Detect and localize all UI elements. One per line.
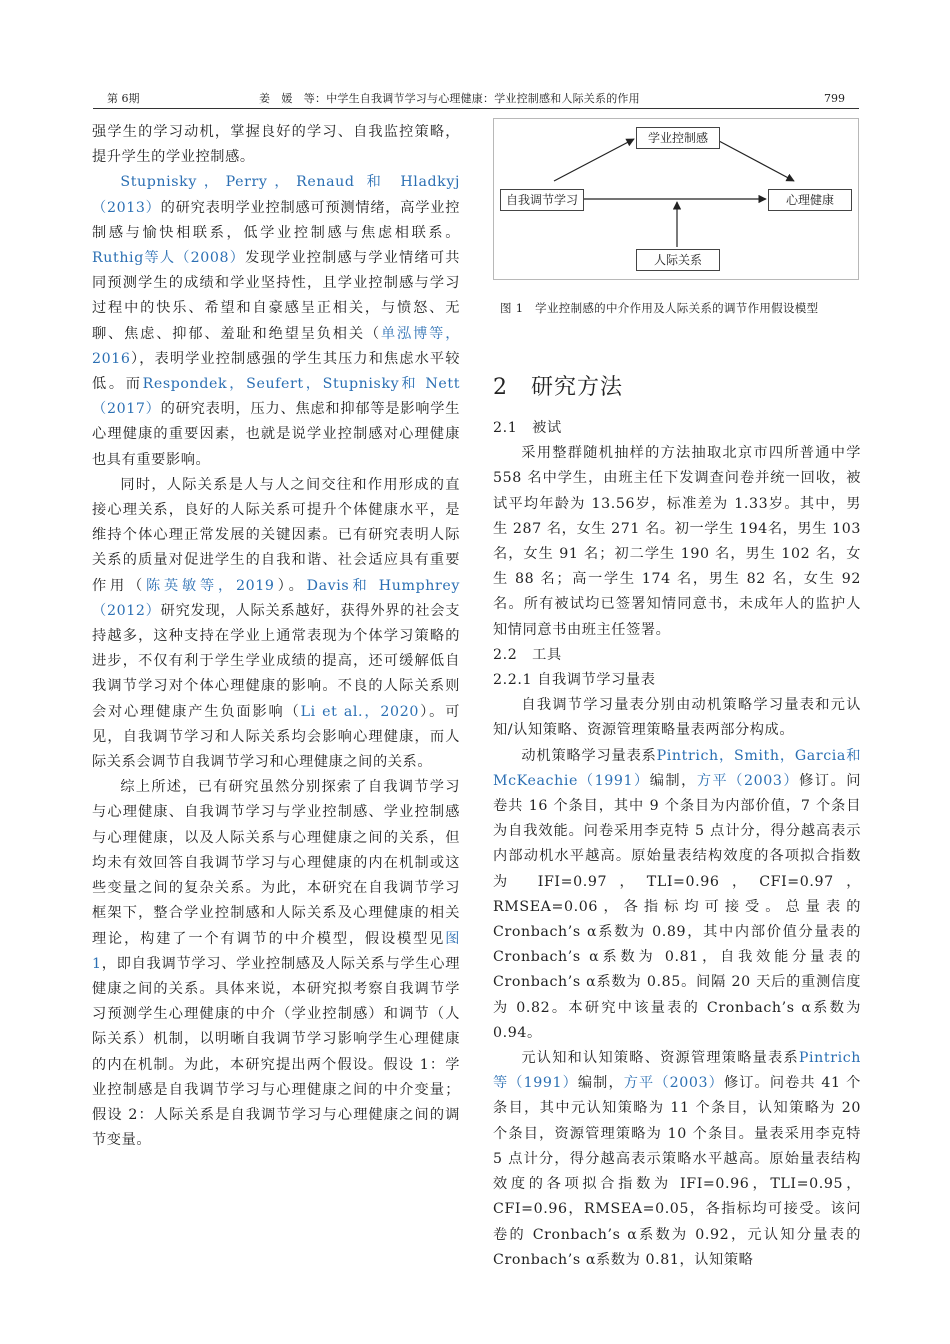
- paragraph: 综上所述，已有研究虽然分别探索了自我调节学习与心理健康、自我调节学习与学业控制感、学业控制感与心理健康，以及人际关系与心理健康之间的关系，但均未有效回答自我调节学习与心理健康的内在机制或这些变量之间的复杂关系。为此，本研究在自我调节学习框架下，整合学业控制感和人际关系及心理健康的相关理论，构建了一个有调节的中介模型，假设模型见图 1，即自我调节学习、学业控制感及人际关系与学生心理健康之间的关系。具体来说，本研究拟考察自我调节学习预测学生心理健康的中介（学业控制感）和调节（人际关系）机制，以明晰自我调节学习影响学生心理健康的内在机制。为此，本研究提出两个假设。假设 1：学业控制感是自我调节学习与心理健康之间的中介变量；假设 2：人际关系是自我调节学习与心理健康之间的调节变量。: [92, 779, 460, 1149]
- hypothesis-model-figure: [493, 118, 859, 280]
- issue-number: 第 6期: [107, 92, 140, 105]
- figure-link[interactable]: 图 1: [92, 930, 460, 972]
- citation-link[interactable]: Pintrich，Smith，Garcia和 McKeachie（1991）: [493, 747, 861, 789]
- citation-link[interactable]: Li et al.，2020: [300, 703, 419, 720]
- running-header: [93, 92, 859, 109]
- paragraph: 元认知和认知策略、资源管理策略量表系Pintrich等（1991）编制，方平（2003）修订。问卷共 41 个条目，其中元认知策略为 11 个条目，认知策略为 20 个条目，资源管理策略为 10 个条目。量表采用李克特 5 点计分，得分越高表示策略水平越高。原始量表结构效度的各项拟合指数为 IFI=0.96，TLI=0.95，CFI=0.96，RMSEA=0.05，各指标均可接受。该问卷的 Cronbach’s α系数为 0.92，元认知分量表的 Cronbach’s α系数为 0.81，认知策略: [493, 1050, 861, 1268]
- figure-caption: 图 1 学业控制感的中介作用及人际关系的调节作用假设模型: [500, 301, 819, 315]
- paragraph: 自我调节学习量表分别由动机策略学习量表和元认知/认知策略、资源管理策略量表两部分构成。: [493, 697, 861, 739]
- right-column: [493, 374, 861, 1273]
- citation-link[interactable]: 方平（2003）: [696, 772, 800, 789]
- citation-link[interactable]: Stupnisky，Perry，Renaud 和 Hladkyj（2013）: [92, 174, 460, 216]
- page-number: 799: [824, 92, 845, 105]
- running-title: 姜 媛 等：中学生自我调节学习与心理健康：学业控制感和人际关系的作用: [259, 92, 640, 105]
- paragraph: Stupnisky，Perry，Renaud 和 Hladkyj（2013）的研究表明学业控制感可预测情绪，高学业控制感与愉快相联系，低学业控制感与焦虑相联系。Ruthig等人（2008）发现学业控制感与学业情绪可共同预测学生的成绩和学业坚持性，且学业控制感与学习过程中的快乐、希望和自豪感呈正相关，与愤怒、无聊、焦虑、抑郁、羞耻和绝望呈负相关（单泓博等，2016），表明学业控制感强的学生其压力和焦虑水平较低。而Respondek，Seufert，Stupnisky和 Nett（2017）的研究表明，压力、焦虑和抑郁等是影响学生心理健康的重要因素，也就是说学业控制感对心理健康也具有重要影响。: [92, 174, 460, 468]
- subsection-heading: 2.2 工具: [493, 646, 562, 663]
- box-self-regulated-learning: 自我调节学习: [500, 189, 584, 211]
- citation-link[interactable]: 方平（2003）: [623, 1075, 724, 1092]
- citation-link[interactable]: Pintrich等（1991）: [493, 1050, 861, 1092]
- box-academic-control: 学业控制感: [636, 127, 720, 149]
- box-mental-health: 心理健康: [768, 189, 852, 211]
- subsection-heading: 2.1 被试: [493, 420, 562, 436]
- box-interpersonal-relation: 人际关系: [636, 249, 720, 271]
- arrow-control-to-health: [719, 141, 794, 181]
- arrow-srl-to-control: [554, 139, 634, 181]
- section-heading: 2 研究方法: [493, 375, 623, 400]
- citation-link[interactable]: Ruthig等人（2008）: [92, 250, 246, 267]
- paragraph: 采用整群随机抽样的方法抽取北京市四所普通中学 558 名中学生，由班主任下发调查问卷并统一回收，被试平均年龄为 13.56岁，标准差为 1.33岁。其中，男生 287 名，女生 271 名。初一学生 194名，男生 103 名，女生 91 名；初二学生 190 名，男生 102 名，女生 88 名；高一学生 174 名，男生 82 名，女生 92 名。所有被试均已签署知情同意书，未成年人的监护人知情同意书由班主任签署。: [493, 445, 861, 638]
- citation-link[interactable]: 单泓博等，2016: [92, 325, 460, 367]
- citation-link[interactable]: Davis和 Humphrey（2012）: [92, 577, 460, 619]
- citation-link[interactable]: 陈英敏等，2019: [146, 577, 275, 594]
- subsubsection-heading: 2.2.1 自我调节学习量表: [493, 672, 656, 689]
- paragraph: 强学生的学习动机，掌握良好的学习、自我监控策略，提升学生的学业控制感。: [92, 124, 460, 166]
- paragraph: 动机策略学习量表系Pintrich，Smith，Garcia和 McKeachie（1991）编制，方平（2003）修订。问卷共 16 个条目，其中 9 个条目为内部价值，7 个条目为自我效能。问卷采用李克特 5 点计分，得分越高表示内部动机水平越高。原始量表结构效度的各项拟合指数为 IFI=0.97，TLI=0.96，CFI=0.97，RMSEA=0.06，各指标均可接受。总量表的 Cronbach’s α系数为 0.89，其中内部价值分量表的 Cronbach’s α系数为 0.81，自我效能分量表的 Cronbach’s α系数为 0.85。间隔 20 天后的重测信度为 0.82。本研究中该量表的 Cronbach’s α系数为 0.94。: [493, 747, 861, 1041]
- left-column: [92, 120, 460, 1153]
- paragraph: 同时，人际关系是人与人之间交往和作用形成的直接心理关系，良好的人际关系可提升个体健康水平，是维持个体心理正常发展的关键因素。已有研究表明人际关系的质量对促进学生的自我和谐、社会适应具有重要作用（陈英敏等，2019）。Davis和 Humphrey（2012）研究发现，人际关系越好，获得外界的社会支持越多，这种支持在学业上通常表现为个体学习策略的进步，不仅有利于学生学业成绩的提高，还可缓解低自我调节学习对个体心理健康的影响。不良的人际关系则会对心理健康产生负面影响（Li et al.，2020）。可见，自我调节学习和人际关系均会影响心理健康，而人际关系会调节自我调节学习和心理健康之间的关系。: [92, 476, 460, 771]
- citation-link[interactable]: Respondek，Seufert，Stupnisky和 Nett（2017）: [92, 376, 460, 418]
